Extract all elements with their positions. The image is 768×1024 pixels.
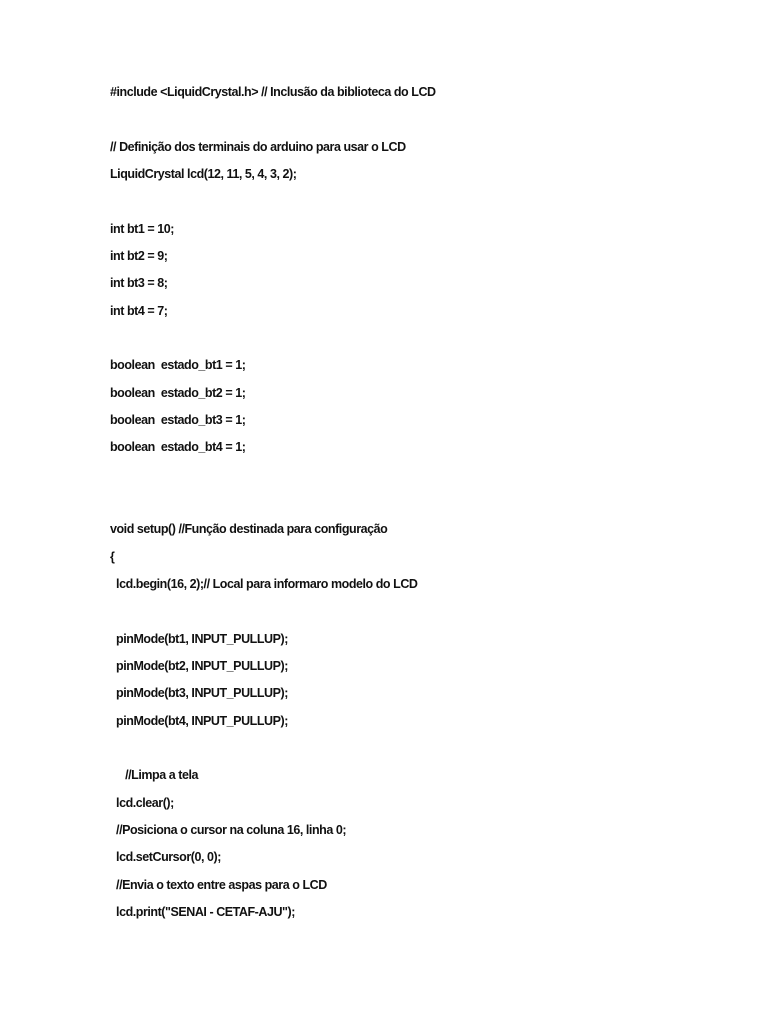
code-line: lcd.print("SENAI - CETAF-AJU"); — [110, 904, 295, 919]
code-line: int bt3 = 8; — [110, 276, 168, 291]
code-line: //Posiciona o cursor na coluna 16, linha 0; — [110, 822, 347, 837]
code-line: boolean estado_bt4 = 1; — [110, 440, 246, 455]
code-line: pinMode(bt1, INPUT_PULLUP); — [110, 631, 288, 646]
blank-line — [110, 106, 436, 133]
code-line: //Envia o texto entre aspas para o LCD — [110, 877, 327, 892]
blank-line — [110, 489, 436, 516]
blank-line — [110, 462, 436, 489]
code-line: lcd.begin(16, 2);// Local para informaro modelo do LCD — [110, 576, 418, 591]
blank-line — [110, 598, 436, 625]
code-line: LiquidCrystal lcd(12, 11, 5, 4, 3, 2); — [110, 166, 297, 181]
code-line: pinMode(bt2, INPUT_PULLUP); — [110, 658, 288, 673]
blank-line — [110, 325, 436, 352]
code-line: lcd.clear(); — [110, 795, 174, 810]
code-line: pinMode(bt3, INPUT_PULLUP); — [110, 686, 288, 701]
code-line: void setup() //Função destinada para configuração — [110, 522, 388, 537]
code-line: boolean estado_bt3 = 1; — [110, 412, 246, 427]
blank-line — [110, 188, 436, 215]
code-line: lcd.setCursor(0, 0); — [110, 850, 221, 865]
code-line: int bt2 = 9; — [110, 248, 168, 263]
code-line: int bt4 = 7; — [110, 303, 168, 318]
code-line: pinMode(bt4, INPUT_PULLUP); — [110, 713, 288, 728]
code-line: boolean estado_bt1 = 1; — [110, 358, 246, 373]
code-line: // Definição dos terminais do arduino para usar o LCD — [110, 139, 406, 154]
code-line: int bt1 = 10; — [110, 221, 174, 236]
code-line: //Limpa a tela — [110, 768, 199, 783]
code-line: boolean estado_bt2 = 1; — [110, 385, 246, 400]
code-line: { — [110, 549, 115, 564]
blank-line — [110, 735, 436, 762]
code-document — [110, 79, 436, 926]
code-line: #include <LiquidCrystal.h> // Inclusão da biblioteca do LCD — [110, 85, 436, 99]
